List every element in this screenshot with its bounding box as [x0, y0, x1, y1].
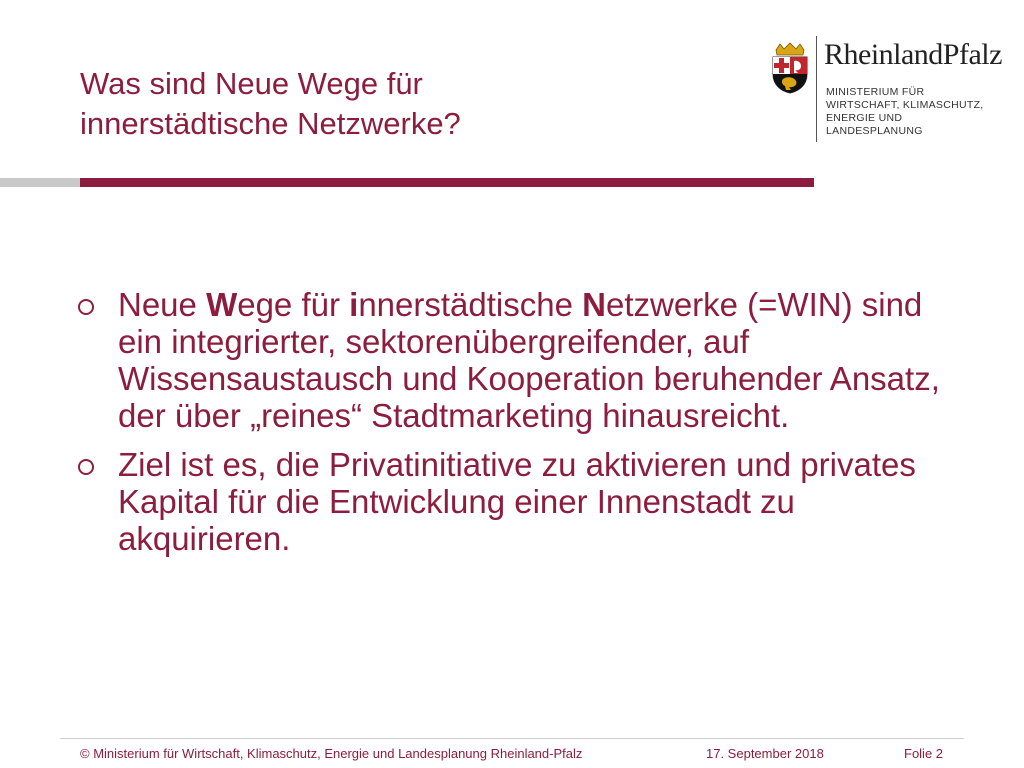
bullet-text-bold: i [349, 286, 359, 323]
bullet-text: Ziel ist es, die Privatinitiative zu aktivieren und privates Kapital für die Entwicklung einer Innenstadt zu akquirieren. [118, 446, 916, 557]
logo-ministry-line: ENERGIE UND [826, 112, 903, 124]
logo-wordmark: RheinlandPfalz [824, 38, 1002, 71]
bullet-item [76, 286, 956, 434]
bullet-item [76, 446, 956, 557]
rheinland-pfalz-crest-icon [770, 42, 810, 94]
bullet-circle-icon [78, 459, 94, 475]
bullet-text-lead: Neue [118, 286, 207, 323]
logo-ministry-line: LANDESPLANUNG [826, 125, 923, 137]
bullet-text-bold: W [206, 286, 238, 323]
footer-slide-number: Folie 2 [904, 746, 944, 761]
footer-date: 17. September 2018 [706, 746, 824, 761]
footer-divider [60, 738, 964, 739]
logo-ministry-text [826, 86, 996, 138]
ministry-logo [764, 34, 1004, 144]
logo-divider [816, 36, 817, 142]
bullet-circle-icon [78, 299, 94, 315]
bullet-text-bold: N [582, 286, 606, 323]
slide-title-line-2: innerstädtische Netzwerke? [80, 106, 461, 141]
slide-title [80, 64, 640, 144]
footer-copyright: © Ministerium für Wirtschaft, Klimaschutz, Energie und Landesplanung Rheinland-Pfalz [80, 746, 583, 761]
logo-ministry-line: WIRTSCHAFT, KLIMASCHUTZ, [826, 99, 984, 111]
slide-title-line-1: Was sind Neue Wege für [80, 66, 423, 101]
bullet-list [76, 286, 956, 569]
logo-ministry-line: MINISTERIUM FÜR [826, 86, 925, 98]
bullet-text: nnerstädtische [358, 286, 583, 323]
title-underline-accent [80, 178, 814, 187]
bullet-text: etzwerke (=WIN) sind ein integrierter, sektorenübergreifender, auf Wissensaustausch und Kooperation beruhender Ansatz, der über „reines“ Stadtmarketing hinausreicht. [118, 286, 940, 434]
bullet-text: ege für [237, 286, 350, 323]
title-underline-grey [0, 178, 80, 187]
